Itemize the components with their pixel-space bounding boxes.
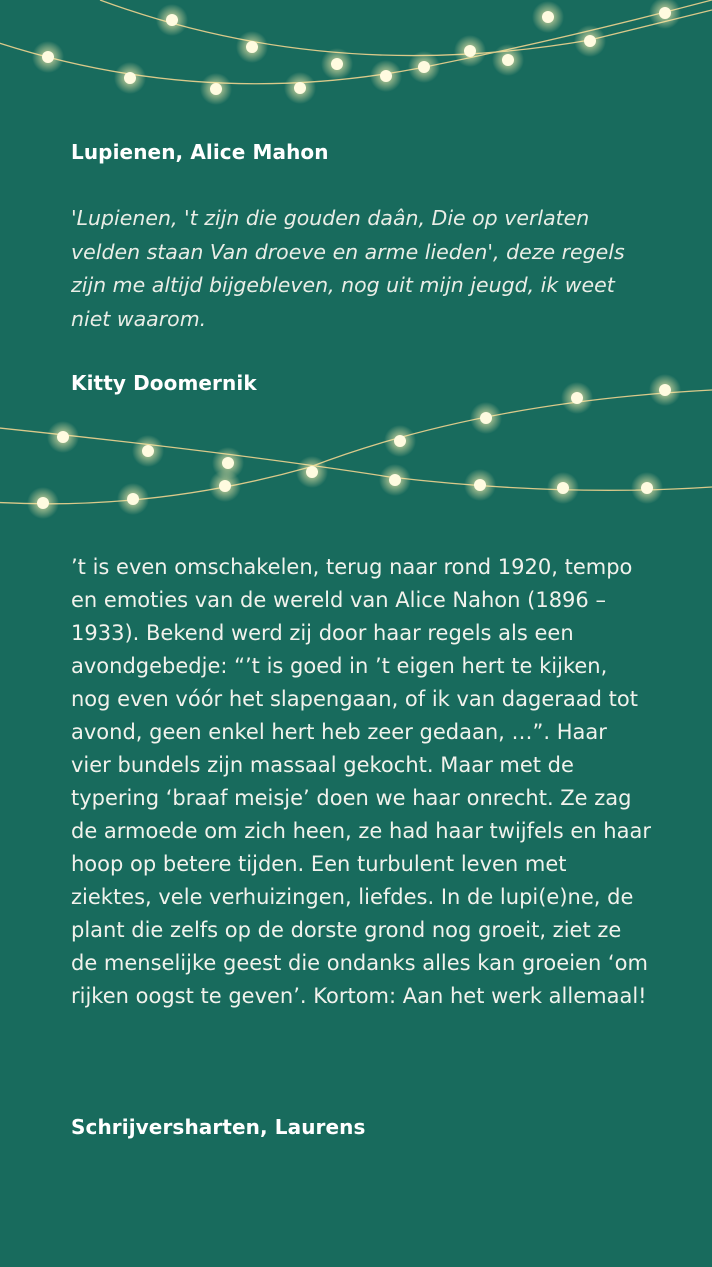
section1-heading: Lupienen, Alice Mahon [71, 140, 329, 164]
section1-author: Kitty Doomernik [71, 371, 257, 395]
bulb [492, 44, 524, 76]
bulb [631, 472, 663, 504]
bulb [574, 25, 606, 57]
bulb [532, 1, 564, 33]
section2-body: ’t is even omschakelen, terug naar rond 1920, tempo en emoties van de wereld van Alice Nahon (1896 – 1933). Bekend werd zij door haar regels als een avondgebedje: “’t is goed in ’t eigen hert te kijken, nog even vóór het slapengaan, of ik van dageraad tot avond, geen enkel hert heb zeer gedaan, …”. Haar vier bundels zijn massaal gekocht. Maar met de typering ‘braaf meisje’ doen we haar onrecht. Ze zag de armoede om zich heen, ze had haar twijfels en haar hoop op betere tijden. Een turbulent leven met ziektes, vele verhuizingen, liefdes. In de lupi(e)ne, de plant die zelfs op de dorste grond nog groeit, ziet ze de menselijke geest die ondanks alles kan groeien ‘om rijken oogst te geven’. Kortom: Aan het werk allemaal! [71, 555, 651, 1008]
bulb [379, 464, 411, 496]
bulb [284, 72, 316, 104]
string-lights-icon [0, 0, 712, 110]
bulb [384, 425, 416, 457]
bulb [236, 31, 268, 63]
bulb [408, 51, 440, 83]
bulb [47, 421, 79, 453]
light-wire [100, 0, 712, 56]
bulb [212, 447, 244, 479]
bulb [132, 435, 164, 467]
bulb [156, 4, 188, 36]
bulb [470, 402, 502, 434]
bulb [454, 35, 486, 67]
bulb [649, 374, 681, 406]
bulbs [32, 0, 681, 105]
light-wire [0, 427, 712, 490]
section1-quote: 'Lupienen, 't zijn die gouden daân, Die op verlaten velden staan Van droeve en arme lieden', deze regels zijn me altijd bijgebleven, nog uit mijn jeugd, ik weet niet waarom. [71, 206, 625, 331]
bulb [370, 60, 402, 92]
bulb [561, 382, 593, 414]
bulb [547, 472, 579, 504]
bulb [296, 456, 328, 488]
light-wire [0, 0, 712, 84]
light-wire [0, 390, 712, 504]
bulb [117, 483, 149, 515]
bulb [649, 0, 681, 29]
section2-author: Schrijversharten, Laurens [71, 1115, 366, 1139]
bulb [209, 470, 241, 502]
bulb [200, 73, 232, 105]
bulb [27, 487, 59, 519]
bulb [32, 41, 64, 73]
bulb [114, 62, 146, 94]
bulb [464, 469, 496, 501]
bulb [321, 48, 353, 80]
